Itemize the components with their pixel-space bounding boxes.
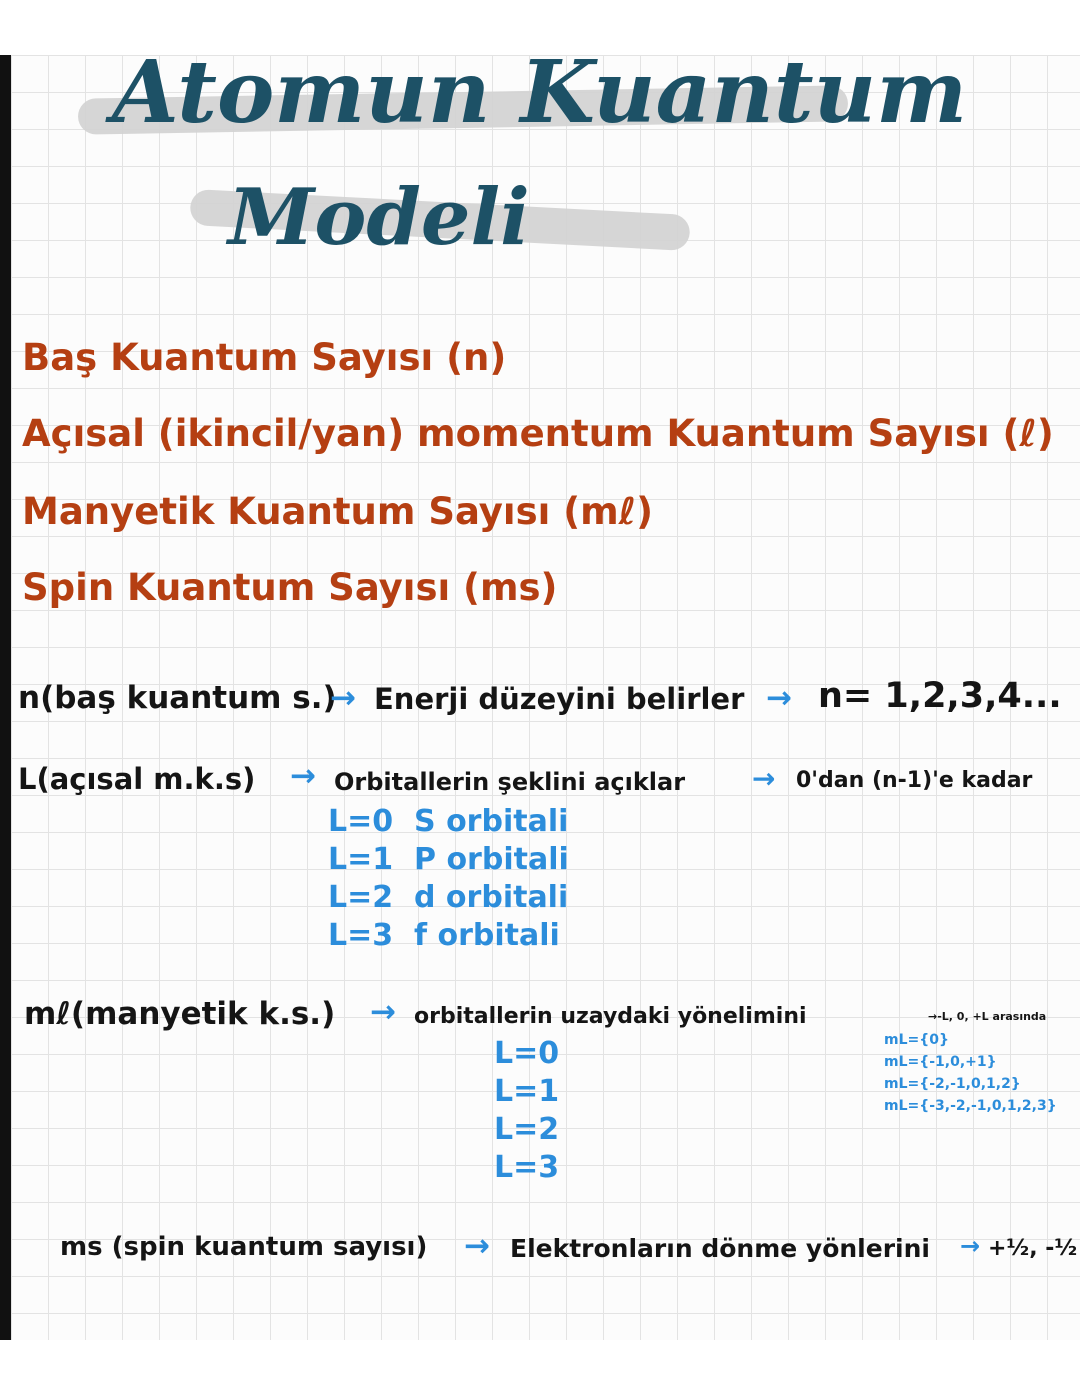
bottom-margin <box>0 1340 1080 1397</box>
ml-row-set-0: mL={0} <box>884 1032 949 1048</box>
definition-angular: Açısal (ikincil/yan) momentum Kuantum Sayısı (ℓ) <box>22 412 1054 455</box>
title-line-2: Modeli <box>228 172 530 263</box>
l-row-arrow2-icon: → <box>752 762 776 795</box>
n-row-arrow-icon: → <box>330 680 356 716</box>
n-row-values: n= 1,2,3,4... <box>818 676 1062 716</box>
l-row-item-3: L=3 f orbitali <box>328 918 560 953</box>
ms-row-values: +½, -½ <box>988 1236 1078 1261</box>
l-row-arrow-icon: → <box>290 758 316 794</box>
ml-row-label: mℓ(manyetik k.s.) <box>24 996 336 1032</box>
l-row-label: L(açısal m.k.s) <box>18 762 256 796</box>
ml-row-desc: orbitallerin uzaydaki yönelimini <box>414 1004 807 1029</box>
left-edge-strip <box>0 55 11 1340</box>
l-row-item-2: L=2 d orbitali <box>328 880 569 915</box>
title-line-1: Atomun Kuantum <box>112 42 968 143</box>
n-row-arrow2-icon: → <box>766 680 792 716</box>
ml-row-l-3: L=3 <box>494 1150 560 1185</box>
ml-row-set-3: mL={-3,-2,-1,0,1,2,3} <box>884 1098 1057 1114</box>
ml-row-l-2: L=2 <box>494 1112 560 1147</box>
n-row-label: n(baş kuantum s.) <box>18 680 337 716</box>
ml-row-arrow-icon: → <box>370 994 396 1030</box>
ms-row-desc: Elektronların dönme yönlerini <box>510 1234 930 1263</box>
ms-row-arrow2-icon: → <box>960 1232 981 1260</box>
l-row-item-1: L=1 P orbitali <box>328 842 569 877</box>
ms-row-label: ms (spin kuantum sayısı) <box>60 1232 428 1262</box>
ml-row-l-1: L=1 <box>494 1074 560 1109</box>
ms-row-arrow-icon: → <box>464 1228 490 1264</box>
definition-principal: Baş Kuantum Sayısı (n) <box>22 336 507 379</box>
l-row-range: 0'dan (n-1)'e kadar <box>796 768 1033 793</box>
ml-row-set-1: mL={-1,0,+1} <box>884 1054 997 1070</box>
ml-row-set-2: mL={-2,-1,0,1,2} <box>884 1076 1021 1092</box>
l-row-desc: Orbitallerin şeklini açıklar <box>334 768 686 796</box>
definition-spin: Spin Kuantum Sayısı (ms) <box>22 566 558 609</box>
l-row-item-0: L=0 S orbitali <box>328 804 569 839</box>
ml-row-range-note: →-L, 0, +L arasında <box>928 1010 1047 1023</box>
ml-row-l-0: L=0 <box>494 1036 560 1071</box>
definition-magnetic: Manyetik Kuantum Sayısı (mℓ) <box>22 490 654 533</box>
n-row-desc: Enerji düzeyini belirler <box>374 682 745 716</box>
